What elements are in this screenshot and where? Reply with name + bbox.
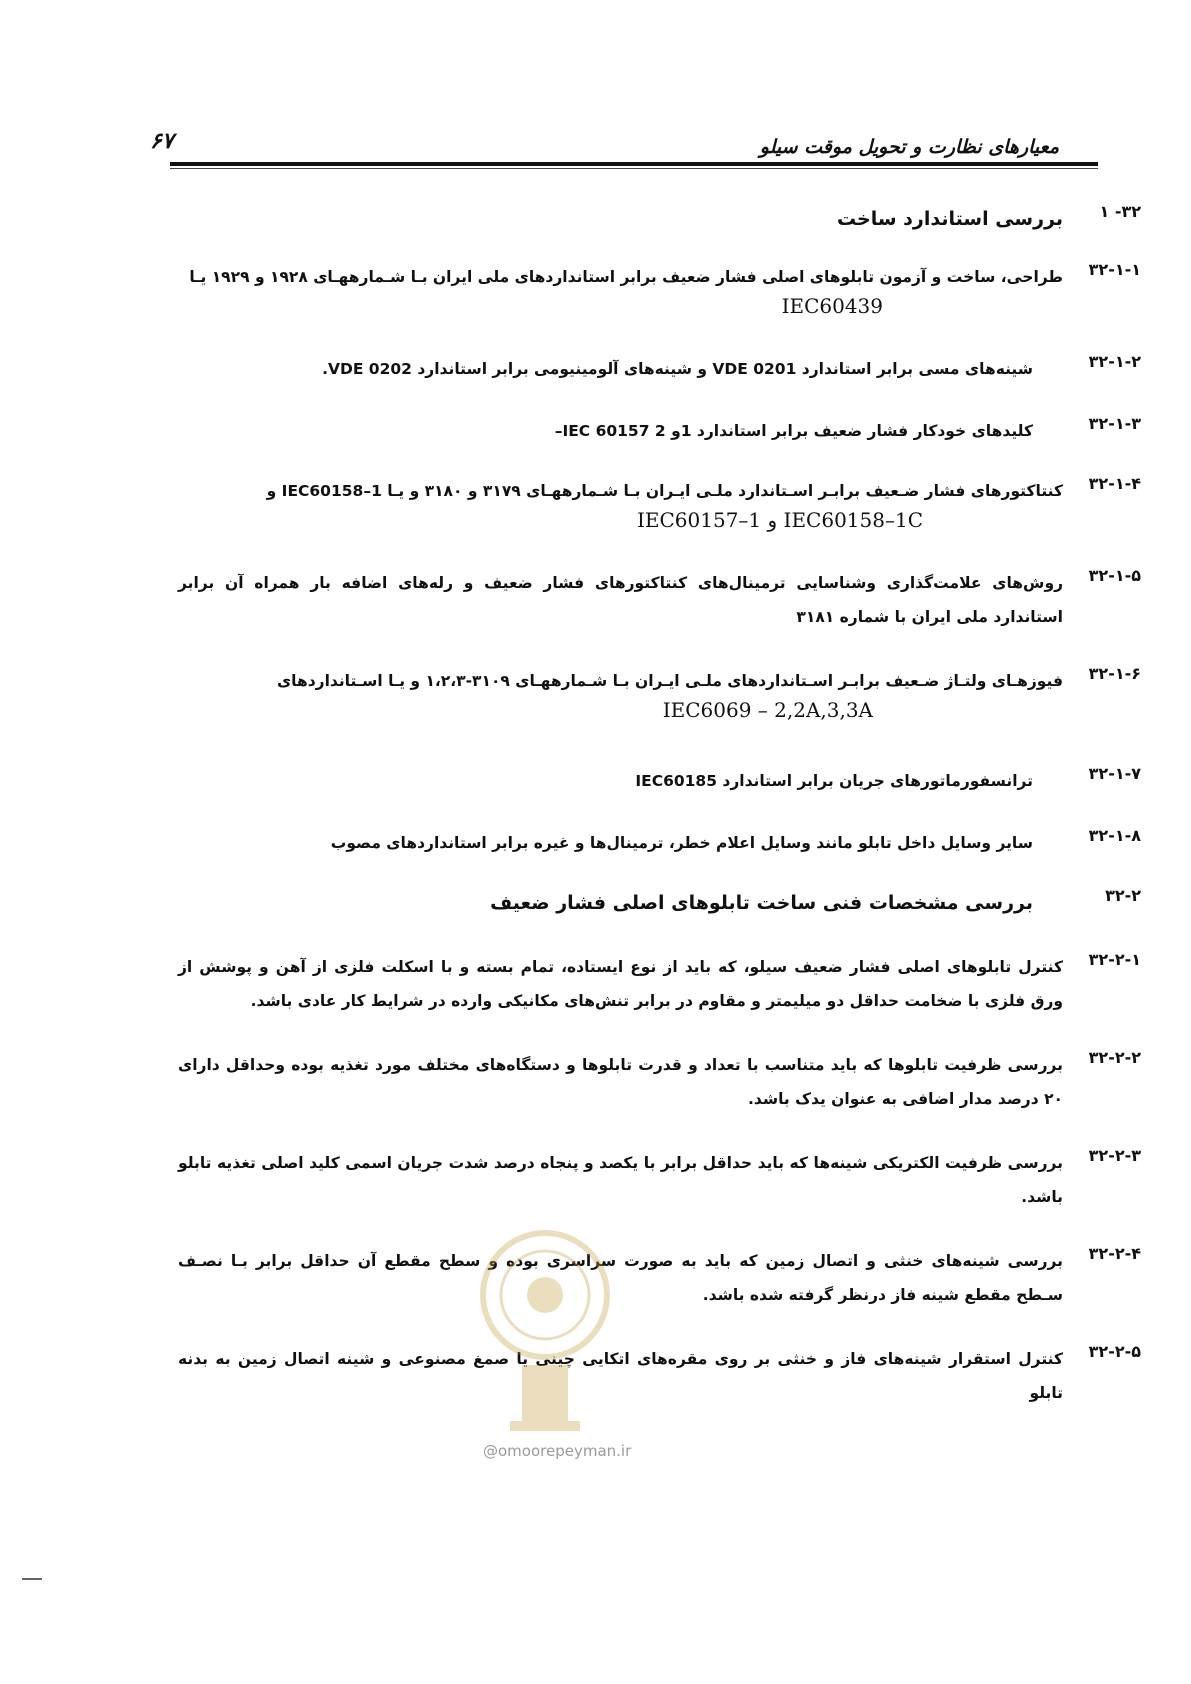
item-text: کنترل استقرار شینه‌های فاز و خنثی بر روی مقره‌های اتکایی چینی یا صمغ مصنوعی و شینه اتصال زمین به بدنه تابلو (178, 1350, 1063, 1402)
header-rule (170, 162, 1098, 166)
list-item-1-8 (178, 826, 1141, 860)
list-item-1-7 (178, 764, 1141, 798)
item-number: ۳۲-۱-۵ (1088, 566, 1141, 585)
page-number: ۶۷ (150, 128, 174, 154)
section-heading-1 (178, 202, 1141, 236)
item-standard-ref: IEC6069 – 2,2A,3,3A (662, 698, 873, 722)
logo-stamp-watermark (470, 1225, 620, 1445)
list-item-2-3 (178, 1146, 1141, 1214)
item-text: شینه‌های مسی برابر استاندارد VDE 0201 و شینه‌های آلومینیومی برابر استاندارد VDE 0202. (322, 360, 1033, 378)
item-number: ۳۲-۱-۴ (1088, 474, 1141, 493)
list-item-1-4 (178, 474, 1141, 532)
item-number: ۳۲-۲-۲ (1088, 1048, 1141, 1067)
list-item-2-2 (178, 1048, 1141, 1116)
item-number: ۳۲-۲-۳ (1088, 1146, 1141, 1165)
item-text: بررسی ظرفیت الکتریکی شینه‌ها که باید حداقل برابر با یکصد و پنجاه درصد شدت جریان اسمی کلید اصلی تغذیه تابلو باشد. (178, 1154, 1063, 1206)
item-number: ۳۲-۱-۲ (1088, 352, 1141, 371)
item-number: ۳۲-۲-۱ (1088, 950, 1141, 969)
list-item-1-6 (178, 664, 1141, 722)
item-number: ۳۲-۱-۸ (1088, 826, 1141, 845)
item-text: بررسی ظرفیت تابلوها که باید متناسب با تعداد و قدرت تابلوها و دستگاه‌های مختلف مورد تغذیه بوده وحداقل دارای ۲۰ درصد مدار اضافی به عنوان یدک باشد. (178, 1056, 1063, 1108)
item-number: ۳۲-۲-۵ (1088, 1342, 1141, 1361)
list-item-2-5 (178, 1342, 1141, 1410)
item-text: طراحی، ساخت و آزمون تابلوهای اصلی فشار ضعیف برابر استانداردهای ملی ایران بـا شـمارههـای ۱۹۲۸ و ۱۹۲۹ یـا (189, 268, 1063, 286)
item-text: کنتاکتورهای فشار ضـعیف برابـر اسـتاندارد ملـی ایـران بـا شـمارههـای ۳۱۷۹ و ۳۱۸۰ و یـا IEC60158–1 و (266, 482, 1063, 500)
item-text: بررسی مشخصات فنی ساخت تابلوهای اصلی فشار ضعیف (490, 892, 1033, 914)
item-text: کلیدهای خودکار فشار ضعیف برابر استاندارد 1و 2 IEC 60157– (554, 422, 1033, 440)
item-number: ۳۲-۱-۳ (1088, 414, 1141, 433)
item-number: ۳۲- ۱ (1099, 202, 1141, 221)
item-number: ۳۲-۱-۶ (1088, 664, 1141, 683)
website-watermark: @omoorepeyman.ir (483, 1442, 632, 1460)
item-text: کنترل تابلوهای اصلی فشار ضعیف سیلو، که باید از نوع ایستاده، تمام بسته و با اسکلت فلزی از آهن و پوشش از ورق فلزی با ضخامت حداقل دو میلیمتر و مقاوم در برابر تنش‌های مکانیکی وارده در شرایط کار عادی باشد. (178, 958, 1063, 1010)
item-standard-ref: IEC60439 (781, 294, 883, 318)
item-number: ۳۲-۱-۱ (1088, 260, 1141, 279)
item-text: سایر وسایل داخل تابلو مانند وسایل اعلام خطر، ترمینال‌ها و غیره برابر استانداردهای مصوب (330, 834, 1033, 852)
item-text: فیوزهـای ولتـاژ ضـعیف برابـر اسـتانداردهای ملـی ایـران بـا شـمارههـای ۳۱۰۹-۱،۲،۳ و یـا اسـتانداردهای (276, 672, 1063, 690)
item-number: ۳۲-۲ (1105, 886, 1141, 905)
item-standard-ref: IEC60157–1 و IEC60158–1C (637, 508, 923, 532)
section-heading-2 (178, 886, 1141, 920)
list-item-1-5 (178, 566, 1141, 634)
item-text: بررسی شینه‌های خنثی و اتصال زمین که باید به صورت سراسری بوده و سطح مقطع آن حداقل برابر بـا نصـف سـطح مقطع شینه فاز درنظر گرفته شده باشد. (178, 1252, 1063, 1304)
list-item-1-2 (178, 352, 1141, 386)
item-text: بررسی استاندارد ساخت (836, 208, 1063, 230)
list-item-1-1 (178, 260, 1141, 318)
list-item-2-4 (178, 1244, 1141, 1312)
header-rule-thin (170, 168, 1098, 169)
running-header-title: معیارهای نظارت و تحویل موقت سیلو (759, 136, 1059, 158)
item-text: ترانسفورماتورهای جریان برابر استاندارد IEC60185 (635, 772, 1033, 790)
margin-mark (22, 1578, 42, 1580)
item-number: ۳۲-۲-۴ (1088, 1244, 1141, 1263)
item-text: روش‌های علامت‌گذاری وشناسایی ترمینال‌های کنتاکتورهای فشار ضعیف و رله‌های اضافه بار همراه آن برابر استاندارد ملی ایران با شماره ۳۱۸۱ (178, 574, 1063, 626)
list-item-1-3 (178, 414, 1141, 448)
item-number: ۳۲-۱-۷ (1088, 764, 1141, 783)
list-item-2-1 (178, 950, 1141, 1018)
